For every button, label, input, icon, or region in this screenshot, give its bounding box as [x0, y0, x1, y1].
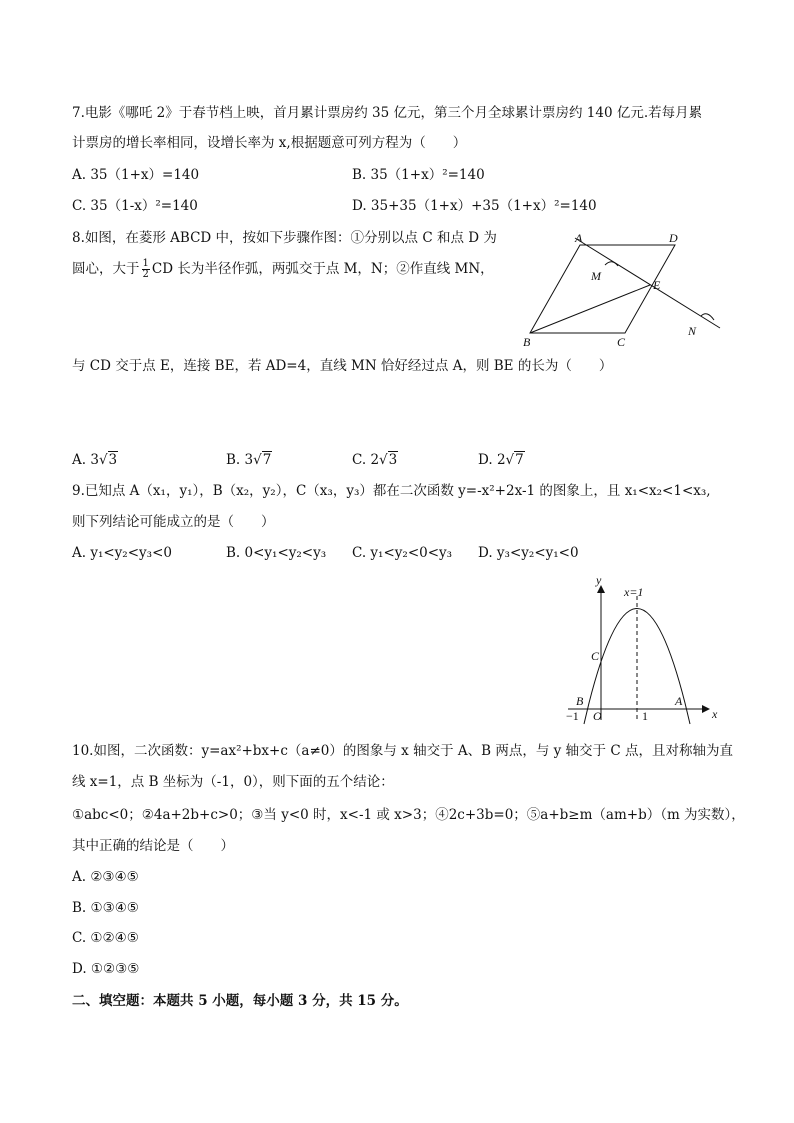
q7-option-c: C. 35（1-x）²=140: [72, 198, 198, 214]
label-axis-eq: x=1: [624, 585, 644, 599]
q10-stem-line4: 其中正确的结论是（ ）: [72, 838, 234, 854]
q10-option-d: D. ①②③⑤: [72, 961, 140, 977]
label-c: C: [617, 335, 626, 349]
section-fill-in-blank-heading: 二、填空题：本题共 5 小题，每小题 3 分，共 15 分。: [72, 993, 408, 1009]
label-minus-one: −1: [566, 709, 579, 723]
label-n: N: [688, 324, 697, 338]
q10-stem-line2: 线 x=1，点 B 坐标为（-1，0），则下面的五个结论：: [72, 774, 394, 790]
line-mn: [575, 238, 720, 328]
q7-stem-line2: 计票房的增长率相同，设增长率为 x,根据题意可列方程为（ ）: [72, 135, 467, 151]
label-x: x: [712, 707, 718, 721]
q10-stem-line1: 10.如图，二次函数：y=ax²+bx+c（a≠0）的图象与 x 轴交于 A、B 两点，与 y 轴交于 C 点，且对称轴为直: [72, 743, 733, 759]
q7-stem-line1: 7.电影《哪吒 2》于春节档上映，首月累计票房约 35 亿元，第三个月全球累计票房约 140 亿元.若每月累: [72, 105, 703, 121]
q9-option-a: A. y₁<y₂<y₃<0: [72, 545, 172, 561]
q7-option-a: A. 35（1+x）=140: [72, 167, 200, 183]
q7-option-b: B. 35（1+x）²=140: [352, 167, 485, 183]
label-a: A: [575, 231, 583, 245]
q10-option-c: C. ①②④⑤: [72, 930, 139, 946]
q9-option-d: D. y₃<y₂<y₁<0: [478, 545, 579, 561]
q9-stem-line1: 9.已知点 A（x₁，y₁），B（x₂，y₂），C（x₃，y₃）都在二次函数 y=-x²+2x-1 的图象上，且 x₁<x₂<1<x₃,: [72, 483, 711, 499]
q8-half-fraction: [142, 259, 150, 280]
arc-m: [605, 262, 618, 266]
q9-stem-line2: 则下列结论可能成立的是（ ）: [72, 514, 275, 530]
q8-option-b: B. 3√7: [226, 452, 272, 468]
q10-option-b: B. ①③④⑤: [72, 900, 139, 916]
frac-numerator: 1: [142, 258, 149, 269]
label-c: C: [591, 649, 600, 663]
label-b: B: [523, 335, 531, 349]
q8-stem-line1: 8.如图，在菱形 ABCD 中，按如下步骤作图：①分别以点 C 和点 D 为: [72, 230, 497, 246]
q10-option-a: A. ②③④⑤: [72, 869, 139, 885]
rhombus-figure: [515, 228, 725, 353]
segment-be: [530, 285, 650, 333]
q9-option-b: B. 0<y₁<y₂<y₃: [226, 545, 327, 561]
q8-stem-line2: [72, 259, 494, 280]
q8-stem-line3: 与 CD 交于点 E，连接 BE，若 AD=4，直线 MN 恰好经过点 A，则 BE 的长为（ ）: [72, 358, 613, 374]
parabola-figure: [560, 572, 730, 724]
label-one: 1: [642, 709, 648, 723]
label-o: O: [593, 709, 602, 723]
q8-line2-end: CD 长为半径作弧，两弧交于点 M，N；②作直线 MN，: [151, 261, 494, 277]
q9-option-c: C. y₁<y₂<0<y₃: [352, 545, 453, 561]
label-d: D: [669, 231, 678, 245]
q8-line2-start: 圆心，大于: [72, 261, 140, 277]
q8-option-c: C. 2√3: [352, 452, 398, 468]
label-b: B: [576, 694, 584, 708]
label-y: y: [596, 573, 602, 587]
q8-option-a: A. 3√3: [72, 452, 118, 468]
q8-option-d: D. 2√7: [478, 452, 524, 468]
q10-stem-line3: ①abc<0；②4a+2b+c>0；③当 y<0 时，x<-1 或 x>3；④2c+3b=0；⑤a+b≥m（am+b）（m 为实数），: [72, 807, 745, 823]
label-e: E: [653, 278, 661, 292]
frac-denominator: 2: [142, 269, 149, 280]
q7-option-d: D. 35+35（1+x）+35（1+x）²=140: [352, 198, 597, 214]
label-m: M: [591, 269, 601, 283]
label-a: A: [675, 694, 683, 708]
